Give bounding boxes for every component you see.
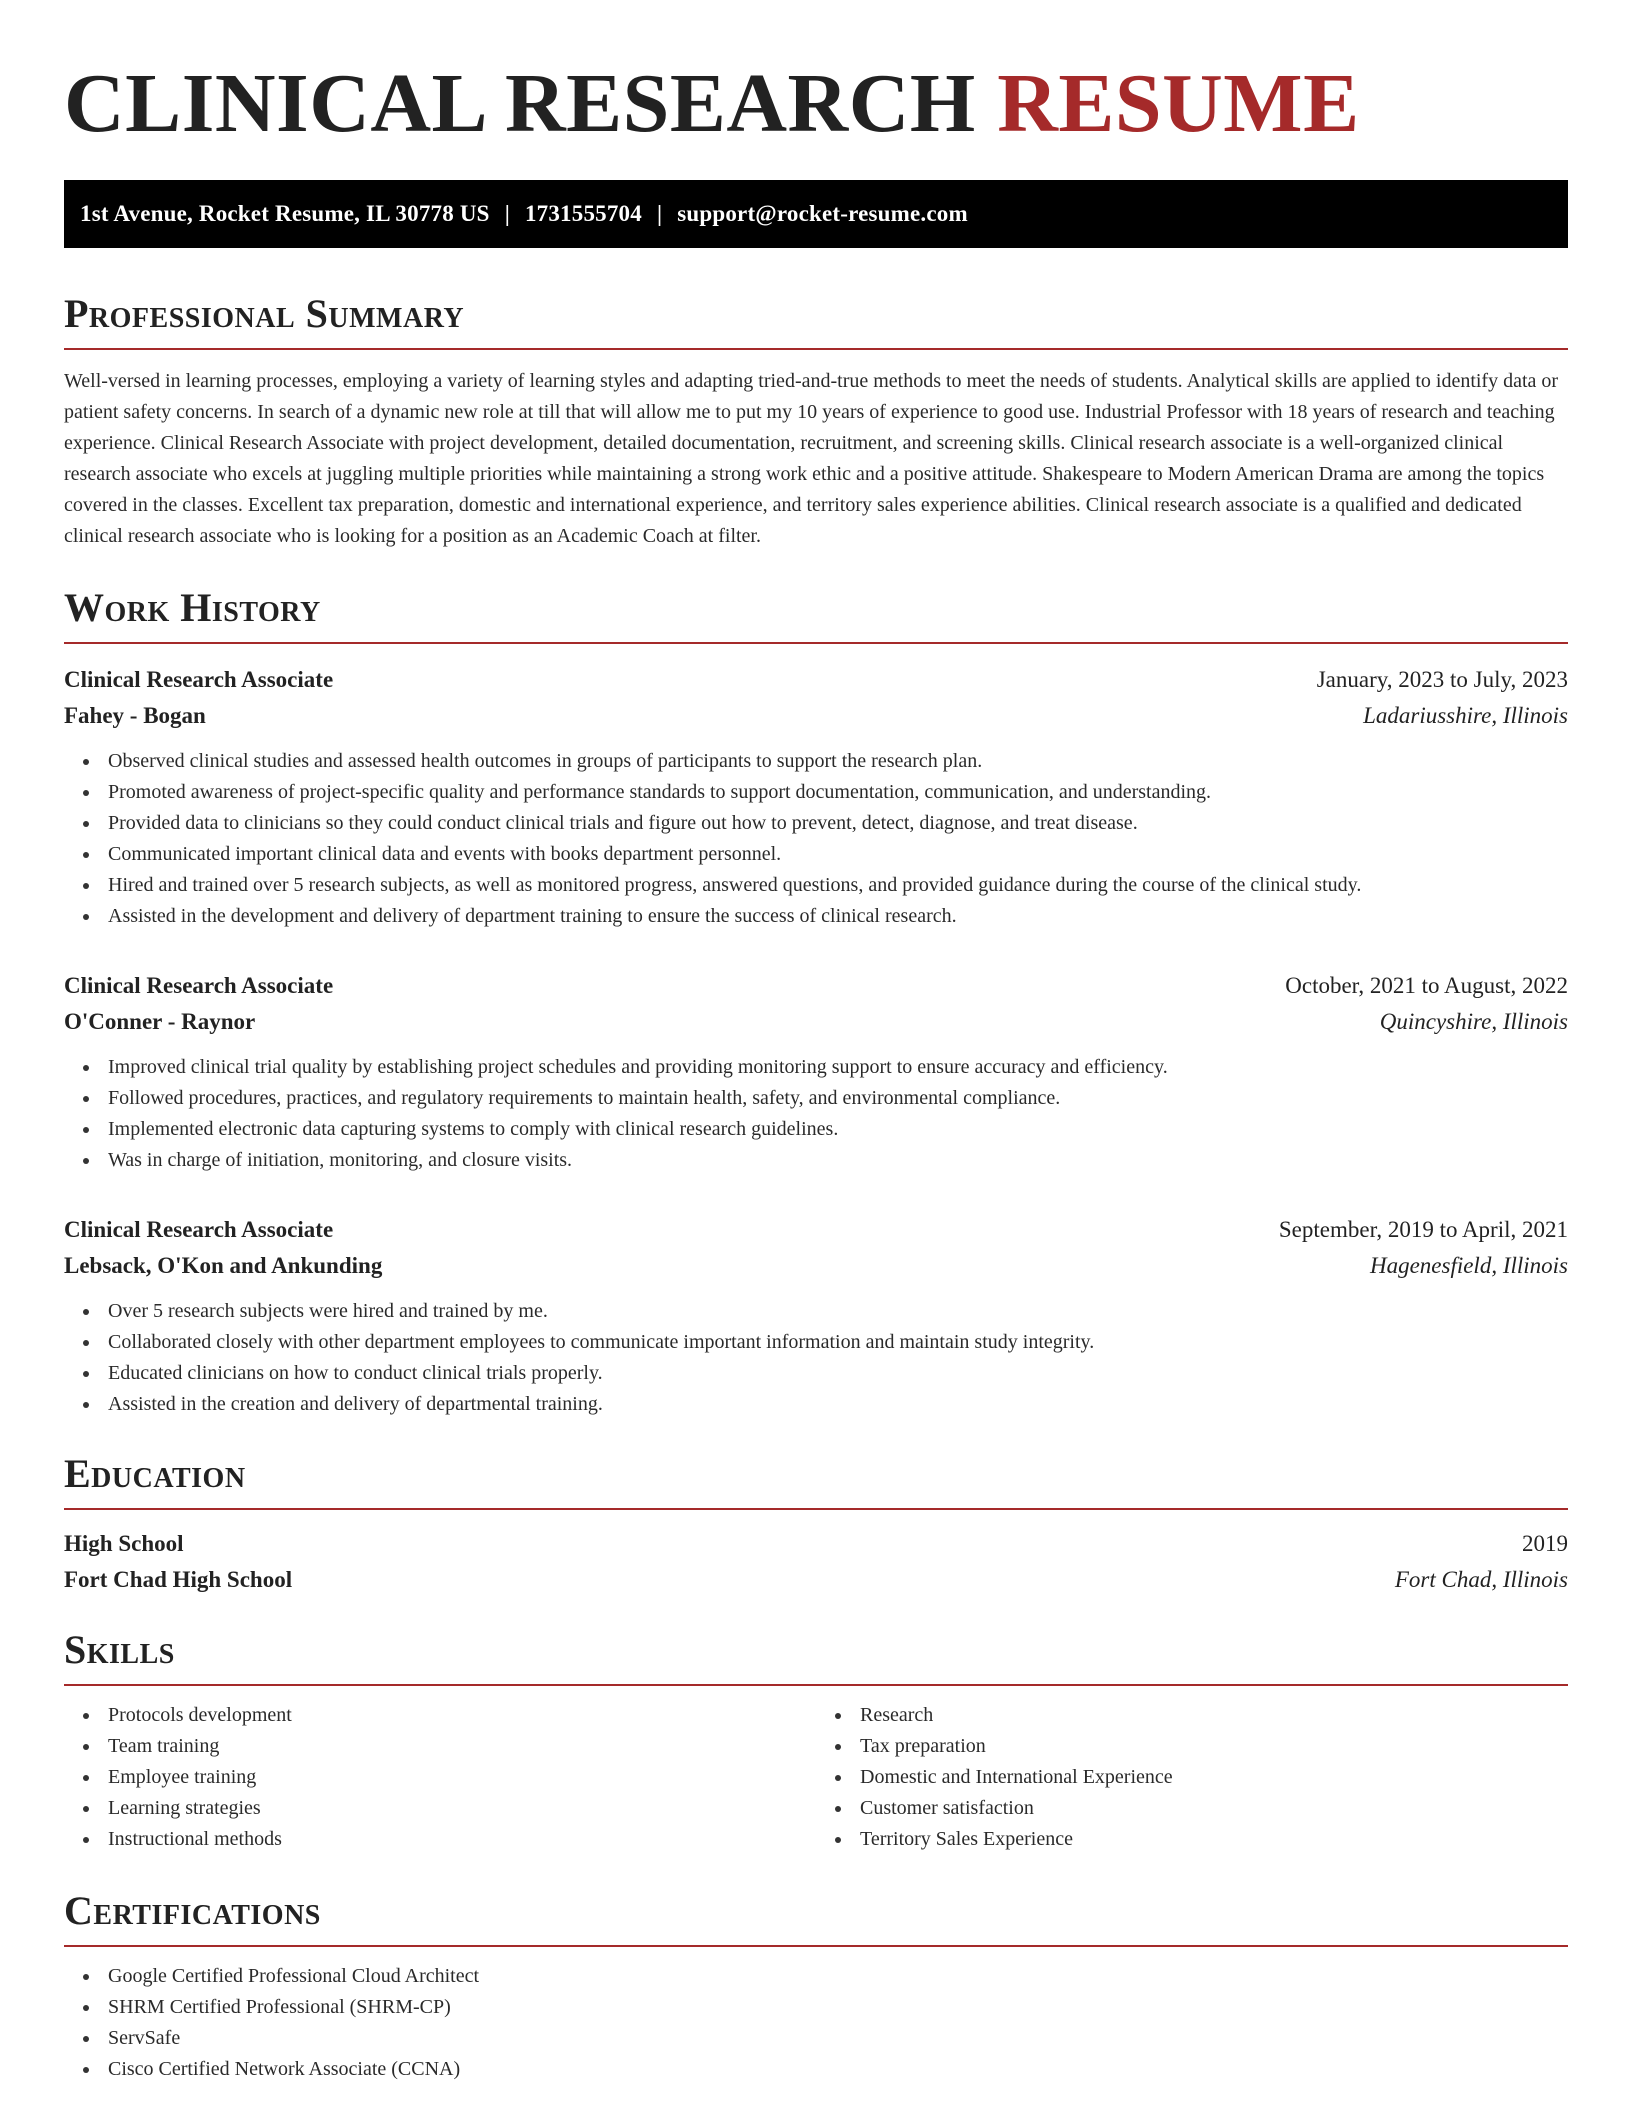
certification-item: Cisco Certified Network Associate (CCNA) — [108, 2054, 1568, 2085]
skill-item: Learning strategies — [108, 1793, 816, 1824]
job-subheader — [64, 1004, 1568, 1040]
job-entry — [64, 968, 1568, 1176]
section-title-skills: Skills — [64, 1628, 1568, 1686]
job-bullet: Educated clinicians on how to conduct clinical trials properly. — [108, 1358, 1568, 1389]
job-header — [64, 1212, 1568, 1248]
job-location: Hagenesfield, Illinois — [1369, 1253, 1568, 1278]
contact-address: 1st Avenue, Rocket Resume, IL 30778 US — [80, 201, 490, 226]
contact-phone: 1731555704 — [524, 201, 642, 226]
job-role: Clinical Research Associate — [64, 973, 334, 998]
skill-item: Tax preparation — [860, 1731, 1568, 1762]
skill-item: Protocols development — [108, 1700, 816, 1731]
skill-item: Research — [860, 1700, 1568, 1731]
skills-list — [64, 1700, 816, 1855]
education-section — [64, 1452, 1568, 1598]
skills-column-left — [64, 1700, 816, 1855]
job-bullets — [64, 1296, 1568, 1420]
job-bullet: Implemented electronic data capturing systems to comply with clinical research guidelines. — [108, 1114, 1568, 1145]
job-bullet: Followed procedures, practices, and regulatory requirements to maintain health, safety, and environmental compliance. — [108, 1083, 1568, 1114]
job-header — [64, 662, 1568, 698]
job-bullet: Collaborated closely with other department employees to communicate important information and maintain study integrity. — [108, 1327, 1568, 1358]
work-history-section — [64, 586, 1568, 1420]
skill-item: Customer satisfaction — [860, 1793, 1568, 1824]
education-entry — [64, 1526, 1568, 1598]
job-company: Fahey - Bogan — [64, 703, 206, 728]
job-bullet: Improved clinical trial quality by establishing project schedules and providing monitoring support to ensure accuracy and efficiency. — [108, 1052, 1568, 1083]
section-title-education: Education — [64, 1452, 1568, 1510]
skills-grid — [64, 1700, 1568, 1855]
job-bullets — [64, 1052, 1568, 1176]
job-role: Clinical Research Associate — [64, 667, 334, 692]
job-location: Ladariusshire, Illinois — [1363, 703, 1568, 728]
job-bullet: Provided data to clinicians so they could conduct clinical trials and figure out how to prevent, detect, diagnose, and treat disease. — [108, 808, 1568, 839]
job-bullet: Communicated important clinical data and events with books department personnel. — [108, 839, 1568, 870]
skills-list — [816, 1700, 1568, 1855]
skill-item: Team training — [108, 1731, 816, 1762]
job-dates: September, 2019 to April, 2021 — [1278, 1217, 1568, 1242]
summary-text: Well-versed in learning processes, employing a variety of learning styles and adapting tried-and-true methods to meet the needs of students. Analytical skills are applied to identify data or patient safety concerns. In search of a dynamic new role at till that will allow me to put my 10 years of experience to good use. Industrial Professor with 18 years of research and teaching experience. Clinical Research Associate with project development, detailed documentation, recruitment, and screening skills. Clinical research associate is a well-organized clinical research associate who excels at juggling multiple priorities while maintaining a strong work ethic and a positive attitude. Shakespeare to Modern American Drama are among the topics covered in the classes. Excellent tax preparation, domestic and international experience, and territory sales experience abilities. Clinical research associate is a qualified and dedicated clinical research associate who is looking for a position as an Academic Coach at filter. — [64, 370, 1559, 547]
job-location: Quincyshire, Illinois — [1379, 1009, 1568, 1034]
skills-column-right — [816, 1700, 1568, 1855]
job-bullet: Hired and trained over 5 research subjects, as well as monitored progress, answered questions, and provided guidance during the course of the clinical study. — [108, 870, 1568, 901]
certifications-list — [64, 1961, 1568, 2085]
job-role: Clinical Research Associate — [64, 1217, 334, 1242]
job-bullet: Observed clinical studies and assessed health outcomes in groups of participants to support the research plan. — [108, 746, 1568, 777]
job-entry — [64, 662, 1568, 932]
job-header — [64, 968, 1568, 1004]
education-header — [64, 1526, 1568, 1562]
job-dates: January, 2023 to July, 2023 — [1316, 667, 1568, 692]
education-degree: High School — [64, 1531, 184, 1556]
job-company: O'Conner - Raynor — [64, 1009, 256, 1034]
education-school: Fort Chad High School — [64, 1567, 293, 1592]
professional-summary-section — [64, 292, 1568, 552]
skill-item: Employee training — [108, 1762, 816, 1793]
job-bullets — [64, 746, 1568, 932]
education-year: 2019 — [1522, 1531, 1568, 1556]
certification-item: SHRM Certified Professional (SHRM-CP) — [108, 1992, 1568, 2023]
job-dates: October, 2021 to August, 2022 — [1285, 973, 1568, 998]
skill-item: Instructional methods — [108, 1824, 816, 1855]
job-bullet: Over 5 research subjects were hired and trained by me. — [108, 1296, 1568, 1327]
title-main: CLINICAL RESEARCH — [64, 57, 976, 150]
job-bullet: Promoted awareness of project-specific quality and performance standards to support documentation, communication, and understanding. — [108, 777, 1568, 808]
contact-separator: | — [656, 201, 663, 226]
title-accent: RESUME — [997, 57, 1360, 150]
education-subheader — [64, 1562, 1568, 1598]
job-entry — [64, 1212, 1568, 1420]
education-location: Fort Chad, Illinois — [1394, 1567, 1568, 1592]
job-subheader — [64, 698, 1568, 734]
contact-bar — [64, 180, 1568, 248]
section-title-work: Work History — [64, 586, 1568, 644]
contact-separator: | — [504, 201, 510, 226]
certification-item: Google Certified Professional Cloud Architect — [108, 1961, 1568, 1992]
section-title-summary: Professional Summary — [64, 292, 1568, 350]
job-bullet: Assisted in the creation and delivery of departmental training. — [108, 1389, 1568, 1420]
certification-item: ServSafe — [108, 2023, 1568, 2054]
contact-email: support@rocket-resume.com — [677, 201, 968, 226]
certifications-section — [64, 1889, 1568, 2085]
job-bullet: Was in charge of initiation, monitoring, and closure visits. — [108, 1145, 1568, 1176]
skill-item: Territory Sales Experience — [860, 1824, 1568, 1855]
skills-section — [64, 1628, 1568, 1855]
skill-item: Domestic and International Experience — [860, 1762, 1568, 1793]
section-title-certifications: Certifications — [64, 1889, 1568, 1947]
job-company: Lebsack, O'Kon and Ankunding — [64, 1253, 383, 1278]
job-subheader — [64, 1248, 1568, 1284]
job-bullet: Assisted in the development and delivery of department training to ensure the success of clinical research. — [108, 901, 1568, 932]
resume-title — [64, 57, 1568, 150]
